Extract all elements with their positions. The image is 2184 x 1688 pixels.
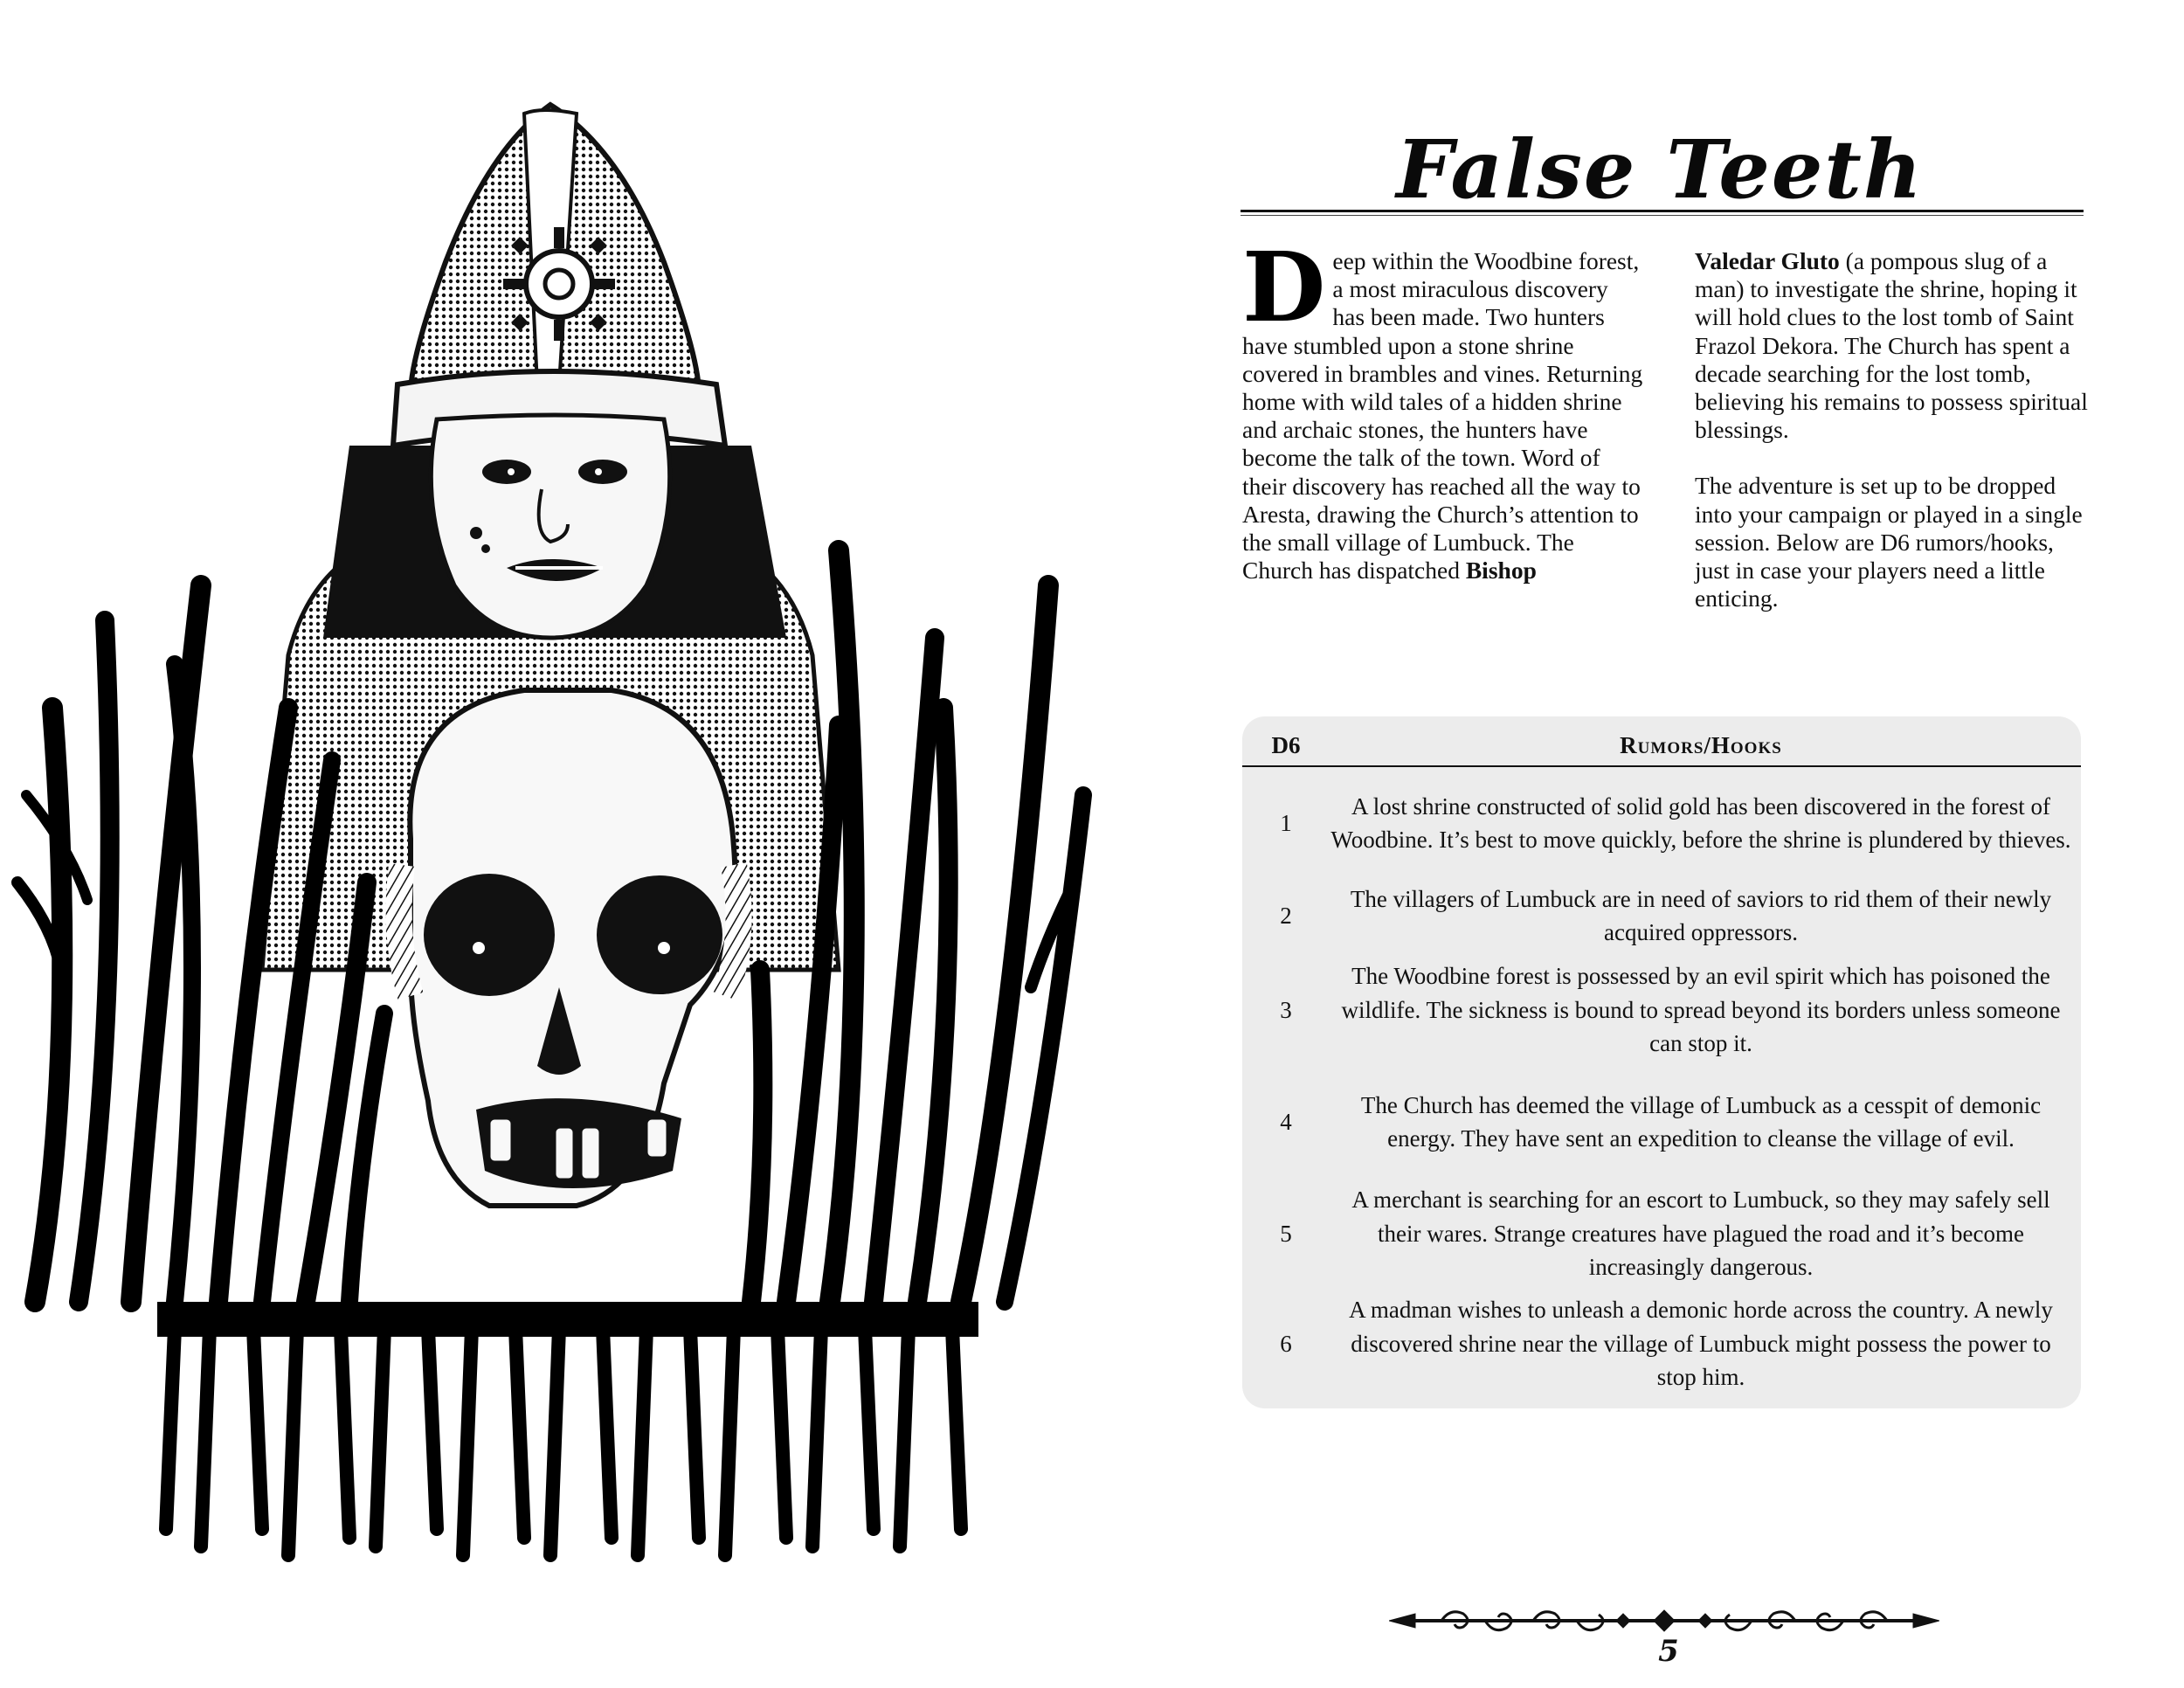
row-number: 5 [1280,1220,1292,1247]
rumors-table [1242,716,2081,1408]
table-header [1242,732,2081,769]
drop-cap: D [1242,231,1326,343]
table-row [1242,1180,2081,1288]
row-text: A madman wishes to unleash a demonic horde across the country. A newly discovered shrine near the village of Lumbuck might possess the power to stop him. [1349,1297,2053,1391]
intro-text-right: (a pompous slug of a man) to investigate the shrine, hoping it will hold clues to the lost tomb of Saint Frazol Dekora. The Church has spent a decade searching for the lost tomb, believing his remains to possess spiritual blessings. [1695,247,2088,444]
row-number: 4 [1280,1108,1292,1135]
row-text: A merchant is searching for an escort to Lumbuck, so they may safely sell their wares. Strange creatures have plagued the road and it’s become increasingly dangerous. [1351,1186,2050,1281]
row-number: 1 [1280,809,1292,836]
table-row [1242,1068,2081,1176]
table-row [1242,771,2081,875]
table-row [1242,956,2081,1064]
title-divider-thin [1241,215,2084,216]
bishop-skull-illustration [0,96,1101,1564]
row-text: The Church has deemed the village of Lumbuck as a cesspit of demonic energy. They have sent an expedition to cleanse the village of evil. [1360,1091,2042,1152]
intro-text-right-2: The adventure is set up to be dropped into your campaign or played in a single session. Below are D6 rumors/hooks, just in case your players need a little enticing. [1695,472,2083,612]
row-text: The villagers of Lumbuck are in need of saviors to rid them of their newly acquired oppressors. [1350,885,2052,945]
intro-bold-name: Valedar Gluto [1695,247,1840,274]
header-rule [1242,765,2081,767]
row-number: 6 [1280,1330,1292,1357]
intro-column-right [1695,247,2088,612]
row-number: 3 [1280,996,1292,1023]
intro-text-left: eep within the Woodbine forest, a most miraculous discovery has been made. Two hunters have stumbled upon a stone shrine covered in brambles and vines. Returning home with wild tales of a hidden shrine and archaic stones, the hunters have become the talk of the town. Word of their discovery has reached all the way to Aresta, drawing the Church’s attention to the small village of Lumbuck. The Church has dispatched [1242,247,1643,585]
table-row [1242,1290,2081,1398]
page-number: 5 [1658,1634,1679,1669]
table-row [1242,879,2081,952]
intro-bold-bishop: Bishop [1465,557,1537,585]
header-rumors: Rumors/Hooks [1620,732,1782,758]
page-title: False Teeth [1396,122,1924,217]
intro-column-left [1242,231,1644,585]
header-die: D6 [1271,732,1301,758]
row-text: A lost shrine constructed of solid gold has been discovered in the forest of Woodbine. It’s best to move quickly, before the shrine is plundered by thieves. [1330,792,2071,853]
title-divider [1241,210,2084,212]
row-text: The Woodbine forest is possessed by an evil spirit which has poisoned the wildlife. The sickness is bound to spread beyond its borders unless someone can stop it. [1341,963,2061,1057]
row-number: 2 [1280,902,1292,929]
footer-ornament [1389,1603,1939,1638]
